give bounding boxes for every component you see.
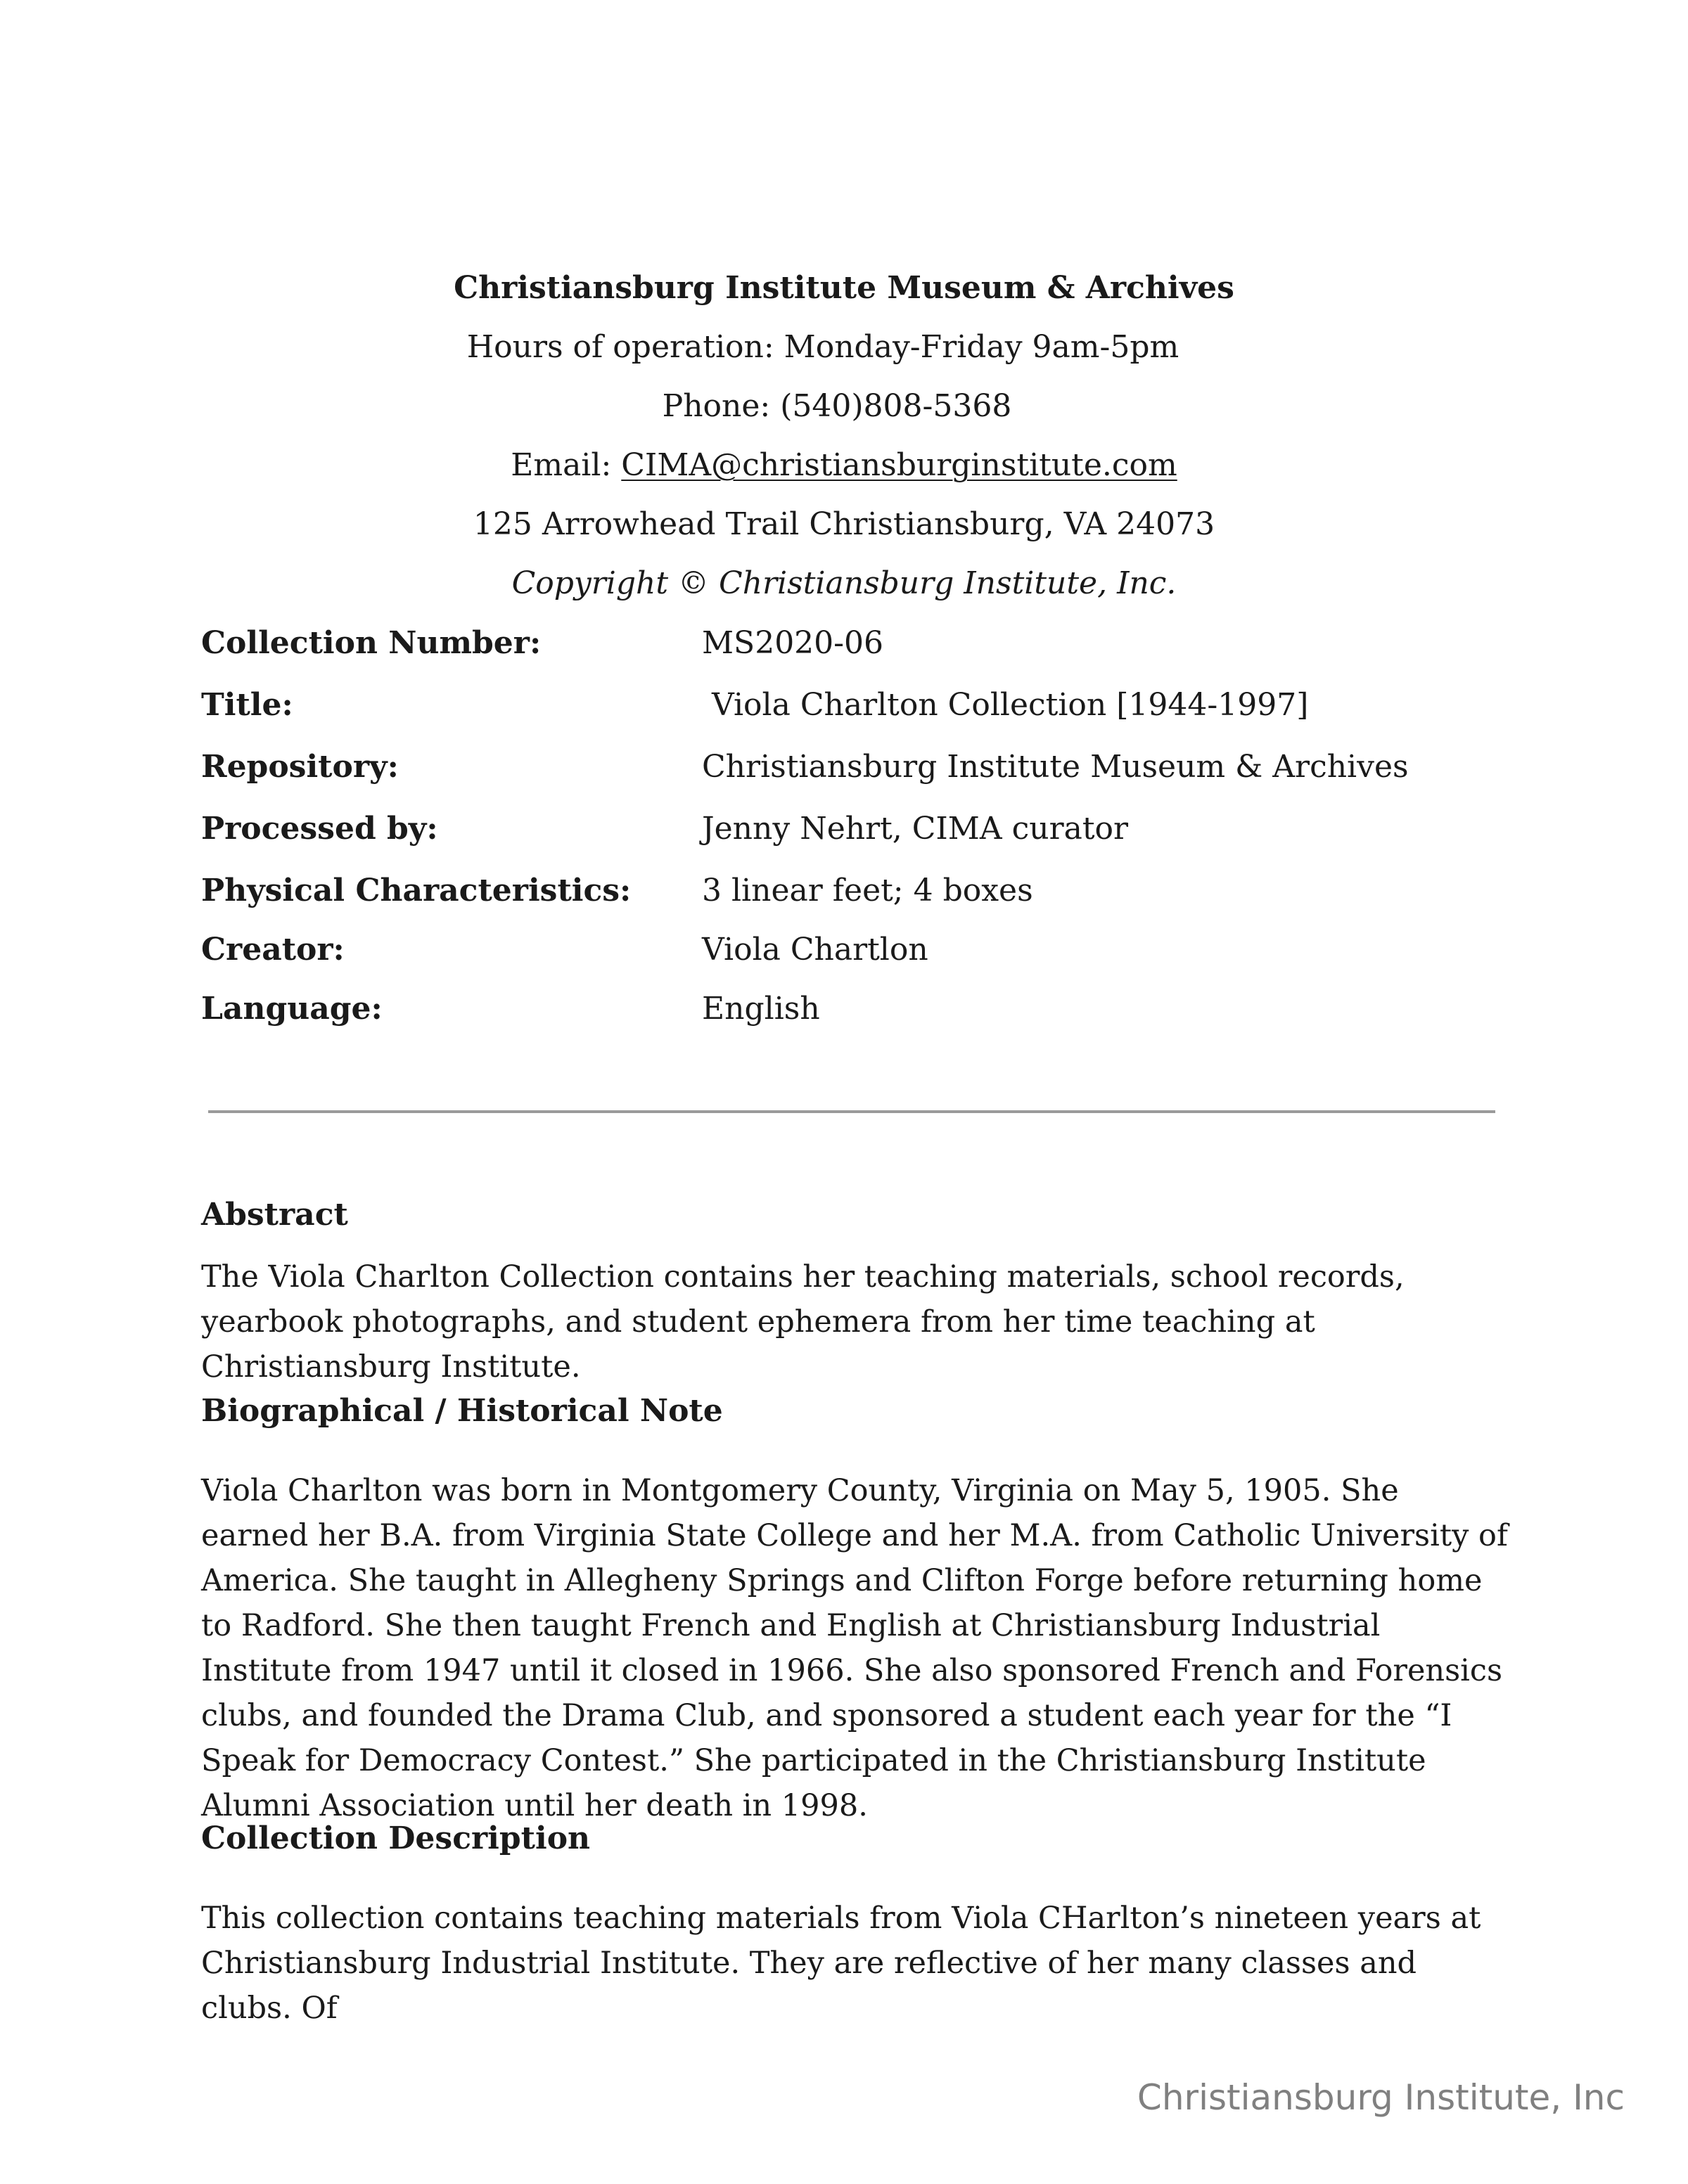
meta-row-processed-by	[201, 808, 1509, 850]
meta-row-physical-characteristics	[201, 870, 1509, 912]
header-email-line	[0, 446, 1688, 485]
meta-label: Collection Number:	[201, 625, 542, 661]
meta-value: English	[702, 991, 820, 1027]
email-link[interactable]: CIMA@christiansburginstitute.com	[621, 447, 1177, 483]
section-divider	[208, 1110, 1495, 1113]
collection-description-heading: Collection Description	[201, 1820, 591, 1856]
header-hours: Hours of operation: Monday-Friday 9am-5pm	[466, 329, 1179, 365]
meta-label: Physical Characteristics:	[201, 873, 632, 908]
header-copyright: Copyright © Christiansburg Institute, Inc.	[511, 565, 1177, 601]
meta-label: Title:	[201, 687, 293, 723]
meta-value: MS2020-06	[702, 625, 884, 661]
abstract-heading: Abstract	[201, 1197, 348, 1233]
meta-label: Repository:	[201, 749, 399, 785]
meta-value: Jenny Nehrt, CIMA curator	[702, 811, 1129, 847]
meta-value: Viola Charlton Collection [1944-1997]	[702, 687, 1309, 723]
collection-description-text: This collection contains teaching materials from Viola CHarlton’s nineteen years at Christiansburg Industrial Institute. They are reflective of her many classes and clubs. Of	[201, 1901, 1481, 2026]
meta-value: Christiansburg Institute Museum & Archives	[702, 749, 1409, 785]
meta-row-creator	[201, 929, 1509, 971]
meta-label: Processed by:	[201, 811, 438, 847]
meta-label: Creator:	[201, 932, 345, 968]
header-title: Christiansburg Institute Museum & Archives	[454, 270, 1234, 306]
email-label: Email:	[511, 447, 622, 483]
bio-heading: Biographical / Historical Note	[201, 1393, 723, 1429]
meta-value: 3 linear feet; 4 boxes	[702, 873, 1033, 908]
bio-text: Viola Charlton was born in Montgomery County, Virginia on May 5, 1905. She earned her B.A. from Virginia State College and her M.A. from Catholic University of America. She taught in Allegheny Springs and Clifton Forge before returning home to Radford. She then taught French and English at Christiansburg Industrial Institute from 1947 until it closed in 1966. She also sponsored French and Forensics clubs, and founded the Drama Club, and sponsored a student each year for the “I Speak for Democracy Contest.” She participated in the Christiansburg Institute Alumni Association until her death in 1998.	[201, 1473, 1508, 1823]
meta-row-collection-number	[201, 622, 1509, 664]
meta-row-language	[201, 988, 1509, 1030]
header-phone: Phone: (540)808-5368	[662, 388, 1012, 424]
meta-value: Viola Chartlon	[702, 932, 928, 968]
header-address: 125 Arrowhead Trail Christiansburg, VA 24073	[473, 506, 1215, 542]
abstract-text: The Viola Charlton Collection contains her teaching materials, school records, yearbook photographs, and student ephemera from her time teaching at Christiansburg Institute.	[201, 1259, 1405, 1385]
meta-row-title	[201, 684, 1509, 726]
footer-watermark: Christiansburg Institute, Inc	[1137, 2077, 1625, 2118]
meta-label: Language:	[201, 991, 383, 1027]
meta-row-repository	[201, 746, 1509, 788]
